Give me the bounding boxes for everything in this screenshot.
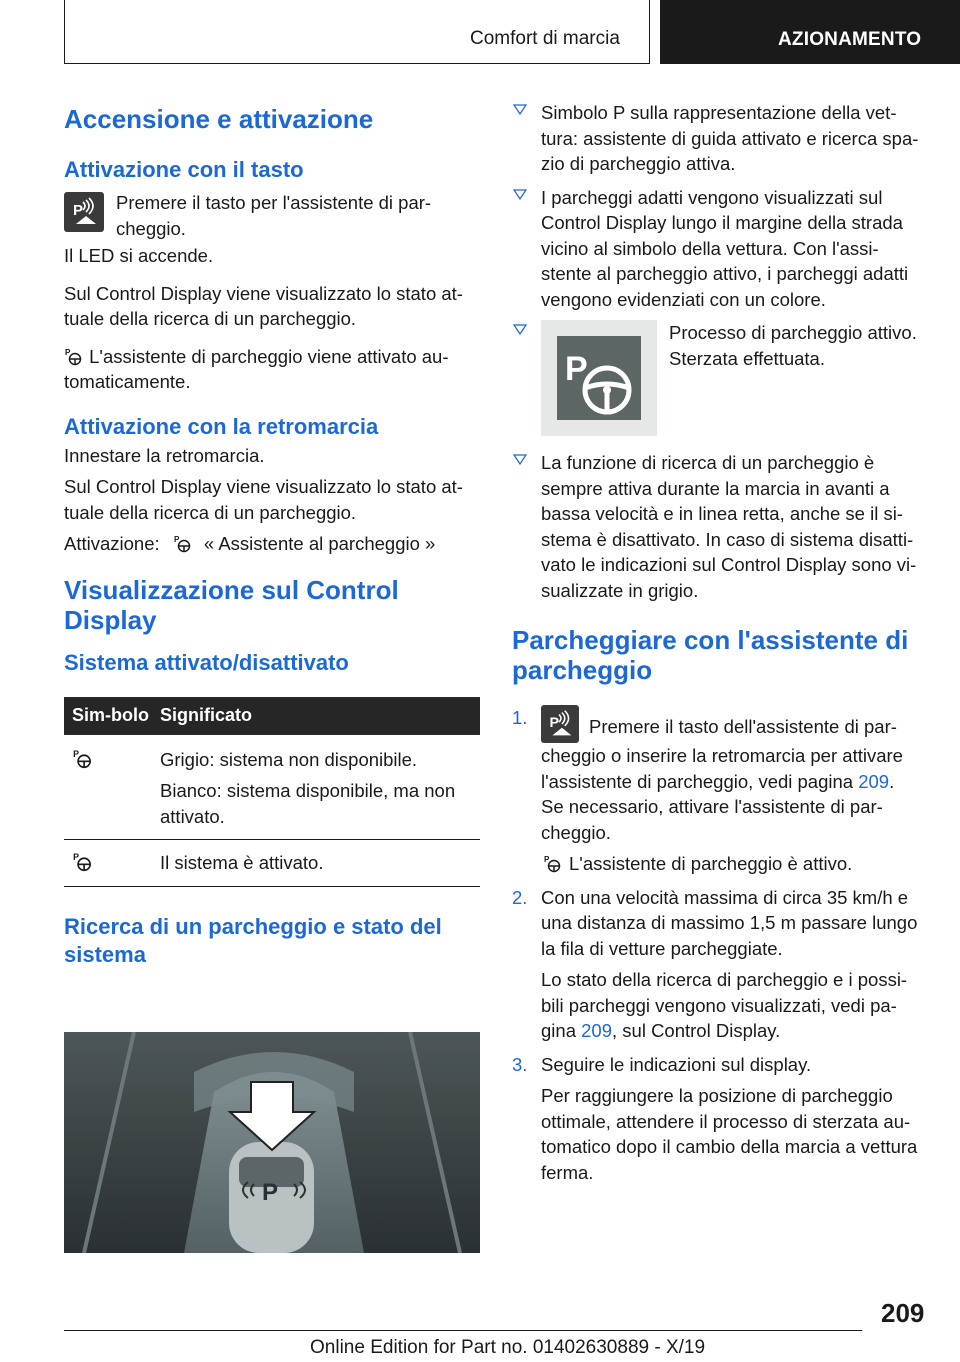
heading-retromarcia: Attivazione con la retromarcia xyxy=(64,413,379,439)
table-row xyxy=(64,735,480,841)
step-text: Premere il tasto dell'assistente di par-cheggio o inserire la retromarcia per attivare l'assistente di parcheggio, vedi pagina xyxy=(541,716,903,792)
table-line: Bianco: sistema disponibile, ma non attivato. xyxy=(160,780,456,827)
svg-text:P: P xyxy=(565,350,588,388)
step-sub-text: Lo stato della ricerca di parcheggio e i possi-bili parcheggi vengono visualizzati, vedi pa-gina xyxy=(541,969,908,1041)
svg-text:P: P xyxy=(544,855,550,864)
cd-text-2: Sul Control Display viene visualizzato lo stato at-tuale della ricerca di un parcheggio. xyxy=(64,476,463,523)
svg-text:P: P xyxy=(549,714,560,731)
svg-text:P: P xyxy=(73,851,79,862)
right-column xyxy=(512,100,928,1185)
table-cell-meaning xyxy=(160,735,480,840)
parking-assistant-icon xyxy=(64,346,84,366)
parking-active-symbol xyxy=(541,320,657,436)
step-body xyxy=(541,705,928,877)
table-row xyxy=(64,840,480,887)
header-bottom-rule xyxy=(64,63,649,64)
header-left-rule xyxy=(64,0,65,64)
bullet-text: La funzione di ricerca di un parcheggio è sempre attiva durante la marcia in avanti a bassa velocità e in linea retta, anche se il si-stema è disattivato. In caso di sistema disatti-vato le indicazioni sul Control Display sono vi-sualizzate in grigio. xyxy=(541,452,917,601)
heading-parcheggiare: Parcheggiare con l'assistente di parcheggio xyxy=(512,625,909,685)
header-separator xyxy=(649,0,650,64)
triangle-bullet-icon xyxy=(513,187,527,201)
svg-text:P: P xyxy=(73,748,79,759)
bullet-text: Simbolo P sulla rappresentazione della vet-tura: assistente di guida attivato e ricerca spa-zio di parcheggio attiva. xyxy=(541,102,919,174)
control-display-illustration xyxy=(64,1032,480,1253)
heading-ricerca: Ricerca di un parcheggio e stato del sistema xyxy=(64,913,442,967)
step-extra: Se necessario, attivare l'assistente di par-cheggio. xyxy=(541,796,883,843)
step-item xyxy=(512,705,928,877)
step-sub-end: , sul Control Display. xyxy=(612,1020,781,1041)
heading-accensione: Accensione e attivazione xyxy=(64,104,374,134)
table-line: Il sistema è attivato. xyxy=(160,852,324,873)
parking-assistant-grey-icon xyxy=(72,747,94,769)
heading-visualizzazione: Visualizzazione sul Control Display xyxy=(64,574,399,635)
parking-button-icon xyxy=(541,705,579,743)
svg-text:P: P xyxy=(173,535,180,544)
auto-activation-text xyxy=(64,344,480,395)
parking-assistant-icon xyxy=(543,853,563,873)
step-note xyxy=(541,851,928,877)
list-item xyxy=(512,100,928,177)
parking-assistant-icon xyxy=(173,533,193,553)
list-item xyxy=(512,450,928,603)
attivazione-line xyxy=(64,531,480,557)
list-item xyxy=(512,185,928,313)
table-line: Grigio: sistema non disponibile. xyxy=(160,748,418,770)
parking-steering-icon xyxy=(557,336,641,420)
heading-sistema: Sistema attivato/disattivato xyxy=(64,649,349,675)
svg-text:P: P xyxy=(262,1179,279,1206)
parking-assistant-active-icon xyxy=(72,850,94,872)
triangle-bullet-icon xyxy=(513,322,527,336)
step-sub xyxy=(541,967,928,1044)
step-number: 1. xyxy=(512,707,528,728)
bullet-text: Processo di parcheggio attivo. Sterzata effettuata. xyxy=(669,322,917,369)
heading-tasto: Attivazione con il tasto xyxy=(64,157,304,182)
tasto-text: Premere il tasto per l'assistente di par-cheggio. xyxy=(116,192,432,239)
led-text: Il LED si accende. xyxy=(64,245,214,266)
parking-button-icon xyxy=(64,192,104,232)
step-text: Seguire le indicazioni sul display. xyxy=(541,1053,812,1075)
symbol-table xyxy=(64,697,480,887)
footer-rule xyxy=(64,1330,862,1331)
page-ref-link[interactable]: 209 xyxy=(581,1020,612,1041)
step-number: 3. xyxy=(512,1053,528,1075)
table-cell-symbol xyxy=(64,840,160,886)
footer-edition: Online Edition for Part no. 01402630889 - X/19 xyxy=(310,1337,706,1358)
triangle-bullet-icon xyxy=(513,102,527,116)
header-chapter-title: AZIONAMENTO xyxy=(778,29,922,50)
bullet-text: I parcheggi adatti vengono visualizzati sul Control Display lungo il margine della strada vicino al simbolo della vettura. Con l'assi-stente al parcheggio attivo, i parcheggi adatti vengono evidenziati con un colore. xyxy=(541,186,909,310)
header-section-title: Comfort di marcia xyxy=(470,28,620,49)
step-note-text: L'assistente di parcheggio è attivo. xyxy=(569,853,853,874)
table-cell-meaning xyxy=(160,840,480,886)
svg-text:P: P xyxy=(65,347,71,357)
step-item xyxy=(512,885,928,1044)
step-number: 2. xyxy=(512,886,528,908)
step-text: Con una velocità massima di circa 35 km/h e una distanza di massimo 1,5 m passare lungo la fila di vetture parcheggiate. xyxy=(541,886,918,959)
table-cell-symbol xyxy=(64,735,160,840)
triangle-bullet-icon xyxy=(513,452,527,466)
table-header-symbol: Sim-bolo xyxy=(72,704,149,725)
svg-text:P: P xyxy=(73,202,84,219)
attivazione-menu-item: « Assistente al parcheggio » xyxy=(203,533,436,554)
step-item xyxy=(512,1052,928,1186)
left-column xyxy=(64,100,480,1206)
page-ref-link[interactable]: 209 xyxy=(858,770,890,792)
table-header xyxy=(64,697,480,735)
list-item xyxy=(512,320,928,436)
auto-activation-label: L'assistente di parcheggio viene attivato au-tomaticamente. xyxy=(64,345,449,392)
attivazione-label: Attivazione: xyxy=(64,533,160,554)
cd-text-1: Sul Control Display viene visualizzato lo stato at-tuale della ricerca di un parcheggio. xyxy=(64,282,463,329)
step-text-end: . xyxy=(889,770,895,792)
tasto-block xyxy=(64,190,480,241)
step-sub: Per raggiungere la posizione di parcheggio ottimale, attendere il processo di sterzata au-tomatico dopo il cambio della marcia a vettura ferma. xyxy=(541,1085,918,1183)
page-number: 209 xyxy=(881,1298,925,1328)
table-header-meaning: Significato xyxy=(160,704,253,725)
retro-text: Innestare la retromarcia. xyxy=(64,444,265,466)
